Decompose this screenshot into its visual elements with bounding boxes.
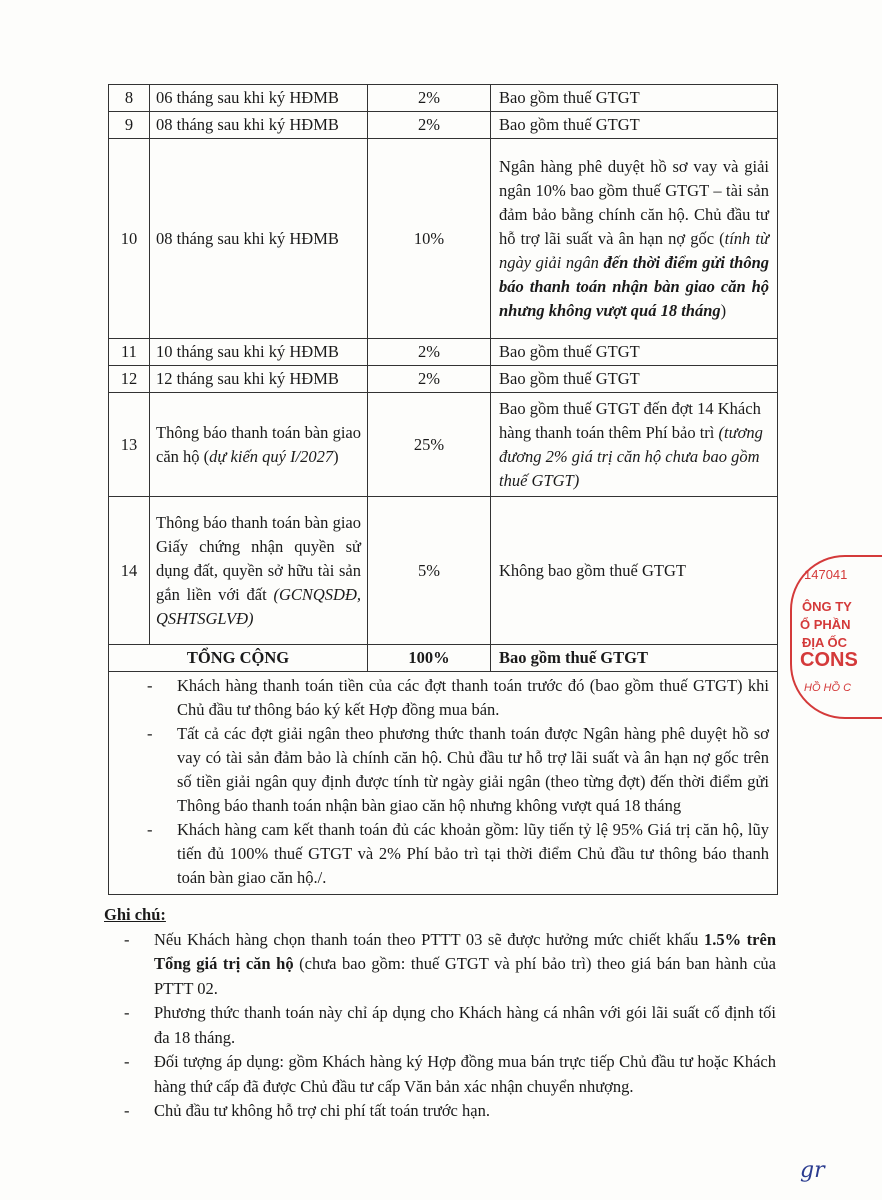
payment-time: 12 tháng sau khi ký HĐMB <box>150 366 368 393</box>
time-text: ) <box>333 446 339 466</box>
note-text: Phương thức thanh toán này chỉ áp dụng cho Khách hàng cá nhân với gói lãi suất cố định tối đa 18 tháng. <box>154 1003 776 1047</box>
table-row <box>109 497 778 645</box>
note-text: Chủ đầu tư không hỗ trợ chi phí tất toán trước hạn. <box>154 1101 490 1120</box>
payment-percent: 10% <box>368 139 491 339</box>
payment-note: Bao gồm thuế GTGT <box>491 339 778 366</box>
stamp-text: ĐỊA ỐC <box>802 635 848 650</box>
row-number: 8 <box>109 85 150 112</box>
signature-initial: gr <box>800 1158 825 1183</box>
note-text: Khách hàng thanh toán tiền của các đợt thanh toán trước đó (bao gồm thuế GTGT) khi Chủ đầu tư thông báo ký kết Hợp đồng mua bán. <box>177 676 769 719</box>
note-bold-italic: đến thời điểm gửi thông báo thanh toán nhận bàn giao căn hộ nhưng không vượt quá 18 tháng <box>499 252 769 320</box>
list-item <box>117 722 769 818</box>
payment-percent: 2% <box>368 339 491 366</box>
row-number: 14 <box>109 497 150 645</box>
total-label: TỔNG CỘNG <box>109 645 368 672</box>
bullet-dash: - <box>147 724 153 743</box>
bullet-dash: - <box>124 1101 130 1120</box>
note-text: Ngân hàng phê duyệt hồ sơ vay và giải ngân 10% bao gồm thuế GTGT – tài sản đảm bảo bằng chính căn hộ. Chủ đầu tư hỗ trợ lãi suất và ân hạn nợ gốc ( <box>499 156 769 248</box>
bullet-dash: - <box>124 929 130 949</box>
company-stamp <box>790 555 882 719</box>
list-item <box>117 674 769 722</box>
table-row <box>109 139 778 339</box>
time-italic: (GCNQSDĐ, QSHTSGLVĐ) <box>156 584 361 628</box>
payment-note <box>491 393 778 497</box>
payment-time: 08 tháng sau khi ký HĐMB <box>150 112 368 139</box>
row-number: 12 <box>109 366 150 393</box>
total-note: Bao gồm thuế GTGT <box>491 645 778 672</box>
note-italic: tính từ ngày giải ngân <box>499 228 769 272</box>
table-row <box>109 339 778 366</box>
table-row <box>109 112 778 139</box>
payment-note: Bao gồm thuế GTGT <box>491 112 778 139</box>
payment-time <box>150 497 368 645</box>
note-text: ) <box>720 300 727 320</box>
bullet-dash: - <box>124 1052 130 1071</box>
row-number: 13 <box>109 393 150 497</box>
payment-note: Bao gồm thuế GTGT <box>491 85 778 112</box>
payment-schedule-table <box>108 84 778 895</box>
row-number: 10 <box>109 139 150 339</box>
stamp-text: HỒ HỒ C <box>804 682 852 694</box>
list-item <box>104 1099 776 1124</box>
note-text: Khách hàng cam kết thanh toán đủ các khoản gồm: lũy tiến tỷ lệ 95% Giá trị căn hộ, lũy tiến đủ 100% thuế GTGT và 2% Phí bảo trì tại thời điểm Chủ đầu tư thông báo thanh toán bàn giao căn hộ./. <box>177 820 769 887</box>
list-item <box>104 928 776 1002</box>
payment-note <box>491 139 778 339</box>
table-row <box>109 366 778 393</box>
note-segment: (chưa bao gồm: thuế GTGT và phí bảo trì) theo giá bán ban hành của PTTT 02. <box>154 954 776 998</box>
payment-note: Bao gồm thuế GTGT <box>491 366 778 393</box>
payment-percent: 25% <box>368 393 491 497</box>
note-text: Bao gồm thuế GTGT đến đợt 14 Khách hàng thanh toán thêm Phí bảo trì <box>499 398 761 442</box>
payment-time: 06 tháng sau khi ký HĐMB <box>150 85 368 112</box>
time-text: Thông báo thanh toán bàn giao Giấy chứng nhận quyền sử dụng đất, quyền sở hữu tài sản gắn liền với đất <box>156 512 361 604</box>
stamp-text: CONS <box>800 649 858 671</box>
bullet-dash: - <box>147 676 153 695</box>
note-text: Tất cả các đợt giải ngân theo phương thức thanh toán được Ngân hàng phê duyệt hồ sơ vay có tài sản đảm bảo là chính căn hộ. Chủ đầu tư hỗ trợ lãi suất và ân hạn nợ gốc trên số tiền giải ngân quy định được tính từ ngày giải ngân (theo từng đợt) đến thời điểm gửi Thông báo thanh toán nhận bàn giao căn hộ nhưng không vượt quá 18 tháng <box>177 724 769 815</box>
table-notes <box>109 672 778 895</box>
row-number: 9 <box>109 112 150 139</box>
note-bold: 1.5% trên Tổng giá trị căn hộ <box>154 929 776 973</box>
payment-percent: 2% <box>368 112 491 139</box>
bullet-dash: - <box>124 1003 130 1022</box>
total-percent: 100% <box>368 645 491 672</box>
notes-title: Ghi chú: <box>104 905 166 924</box>
payment-percent: 5% <box>368 497 491 645</box>
notes-section <box>104 903 776 1124</box>
payment-percent: 2% <box>368 366 491 393</box>
table-row <box>109 85 778 112</box>
note-italic: (tương đương 2% giá trị căn hộ chưa bao gồm thuế GTGT) <box>499 422 763 490</box>
payment-percent: 2% <box>368 85 491 112</box>
note-text: Đối tượng áp dụng: gồm Khách hàng ký Hợp đồng mua bán trực tiếp Chủ đầu tư hoặc Khách hàng thứ cấp đã được Chủ đầu tư cấp Văn bản xác nhận chuyển nhượng. <box>154 1052 776 1096</box>
total-row <box>109 645 778 672</box>
note-text <box>154 928 776 1002</box>
stamp-text: 147041 <box>804 567 848 582</box>
row-number: 11 <box>109 339 150 366</box>
time-italic: dự kiến quý I/2027 <box>209 446 334 466</box>
table-notes-row <box>109 672 778 895</box>
bullet-dash: - <box>147 820 153 839</box>
list-item <box>117 818 769 890</box>
list-item <box>104 1050 776 1099</box>
payment-time: 10 tháng sau khi ký HĐMB <box>150 339 368 366</box>
time-text: Thông báo thanh toán bàn giao căn hộ ( <box>156 422 361 466</box>
payment-note: Không bao gồm thuế GTGT <box>491 497 778 645</box>
payment-time <box>150 393 368 497</box>
list-item <box>104 1001 776 1050</box>
note-segment: Nếu Khách hàng chọn thanh toán theo PTTT 03 sẽ được hưởng mức chiết khấu <box>154 929 704 949</box>
payment-time: 08 tháng sau khi ký HĐMB <box>150 139 368 339</box>
stamp-text: Ổ PHẦN <box>800 617 851 632</box>
table-row <box>109 393 778 497</box>
stamp-text: ÔNG TY <box>802 599 852 614</box>
